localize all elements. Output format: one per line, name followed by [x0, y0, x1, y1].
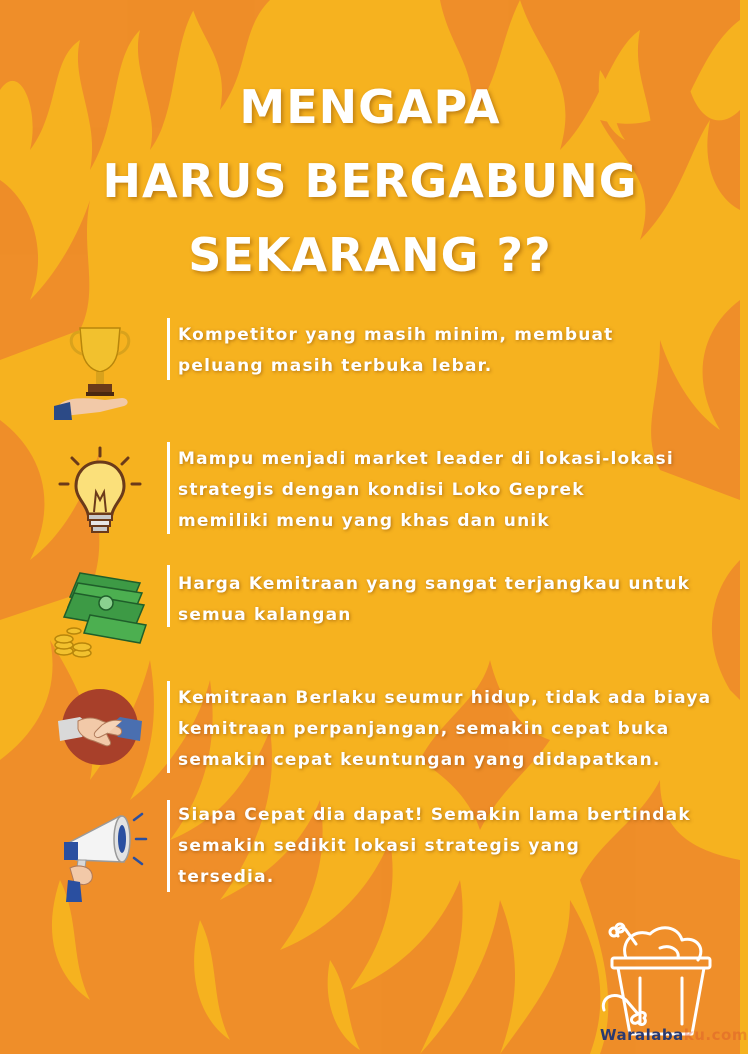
megaphone-icon [50, 802, 150, 902]
title-line-2: HARUS BERGABUNG [102, 154, 638, 208]
page-title [0, 70, 740, 292]
reason-text-5: Siapa Cepat dia dapat! Semakin lama bertindak semakin sedikit lokasi strategis yang tersedia. [178, 805, 691, 887]
divider-bar [167, 681, 170, 773]
reason-text-1: Kompetitor yang masih minim, membuat peluang masih terbuka lebar. [178, 325, 614, 376]
trophy-icon [50, 320, 150, 420]
reason-text-2: Mampu menjadi market leader di lokasi-lokasi strategis dengan kondisi Loko Geprek memiliki menu yang khas dan unik [178, 449, 674, 531]
watermark-logo [600, 1026, 748, 1044]
title-line-1: MENGAPA [239, 80, 501, 134]
divider-bar [167, 442, 170, 534]
lightbulb-icon [50, 444, 150, 544]
reason-text-3: Harga Kemitraan yang sangat terjangkau untuk semua kalangan [178, 574, 691, 625]
title-line-3: SEKARANG ?? [188, 228, 552, 282]
divider-bar [167, 318, 170, 380]
watermark-suffix: ku.com [683, 1026, 748, 1044]
divider-bar [167, 800, 170, 892]
money-stack-icon [50, 563, 150, 663]
watermark-main: Waralaba [600, 1026, 684, 1044]
divider-bar [167, 565, 170, 627]
reason-text-4: Kemitraan Berlaku seumur hidup, tidak ada biaya kemitraan perpanjangan, semakin cepat buka semakin cepat keuntungan yang didapatkan. [178, 688, 712, 770]
handshake-icon [50, 681, 150, 781]
